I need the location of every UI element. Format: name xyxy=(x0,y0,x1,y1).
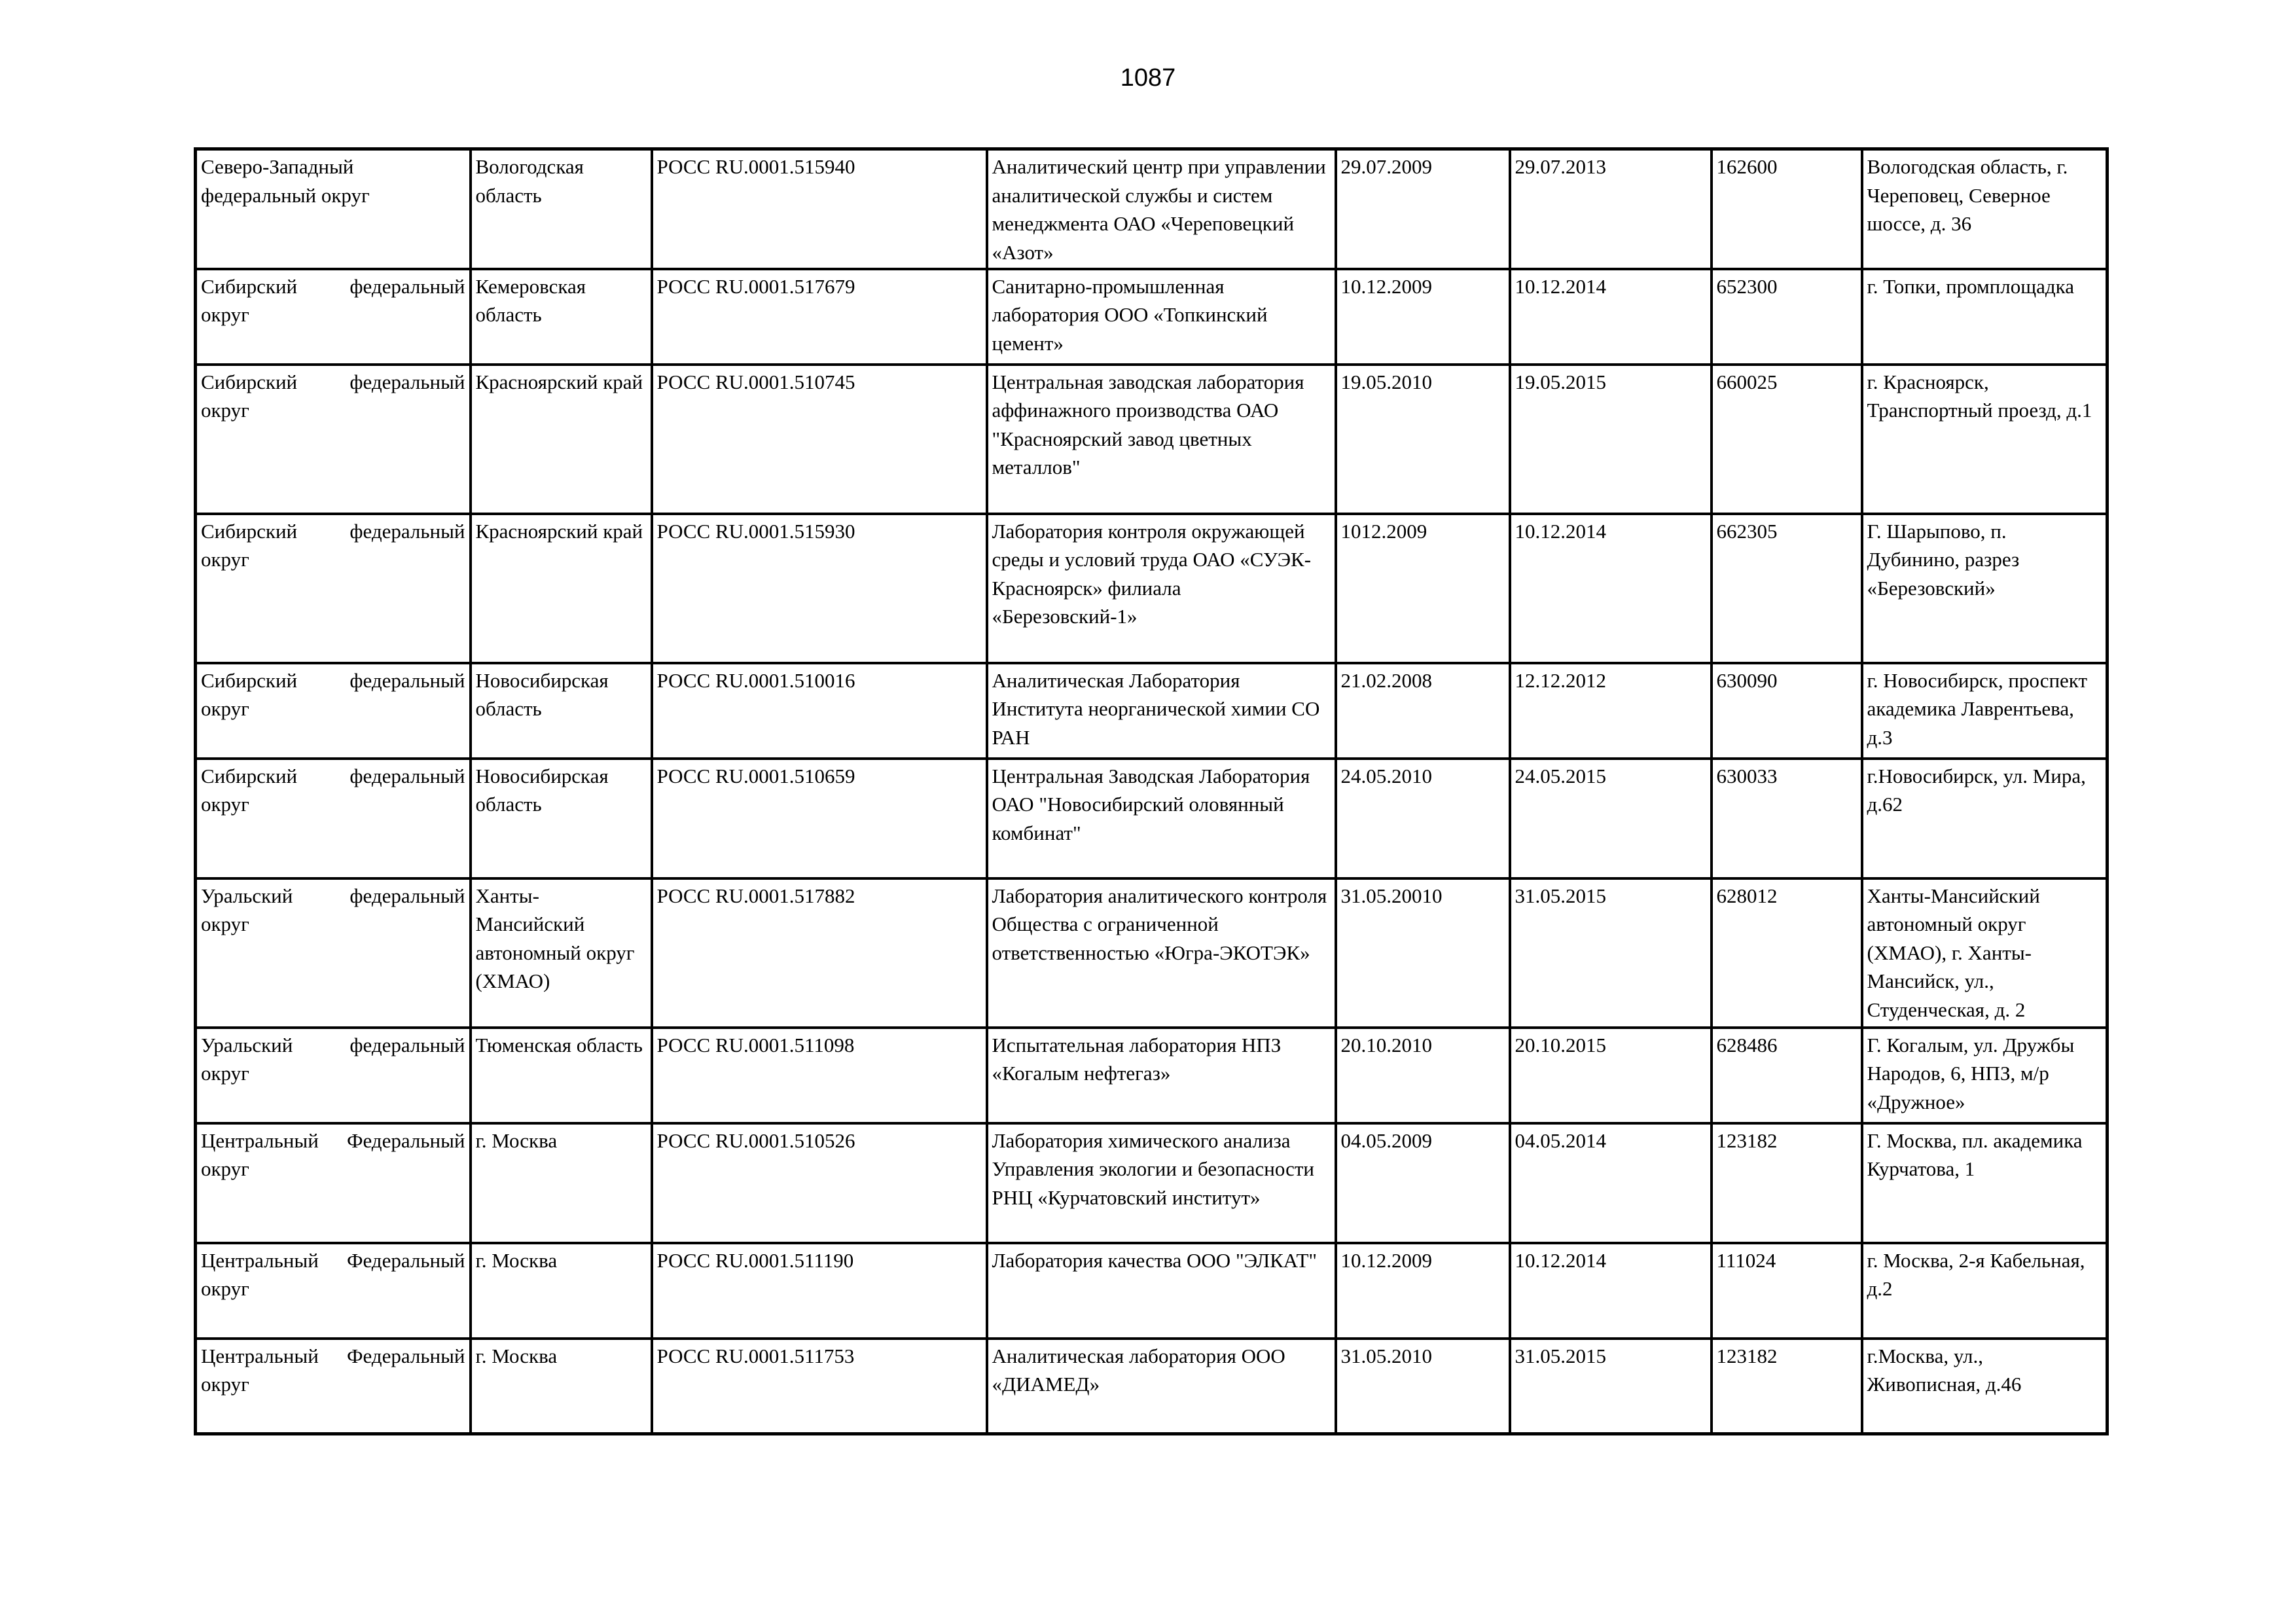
issue-date-cell: 24.05.2010 xyxy=(1336,759,1510,878)
region-cell: Ханты-Мансийский автономный округ (ХМАО) xyxy=(471,878,652,1028)
address-cell: г. Топки, промплощадка xyxy=(1862,269,2108,365)
table-row xyxy=(196,663,2108,759)
postal-index-cell: 660025 xyxy=(1712,365,1862,514)
laboratory-name-cell: Испытательная лаборатория НПЗ «Когалым нефтегаз» xyxy=(987,1028,1336,1123)
address-cell: Г. Шарыпово, п. Дубинино, разрез «Березовский» xyxy=(1862,514,2108,663)
postal-index-cell: 662305 xyxy=(1712,514,1862,663)
certificate-number-cell: РОСС RU.0001.515930 xyxy=(652,514,987,663)
postal-index-cell: 123182 xyxy=(1712,1123,1862,1243)
certificate-number-cell: РОСС RU.0001.517882 xyxy=(652,878,987,1028)
address-cell: г.Москва, ул., Живописная, д.46 xyxy=(1862,1339,2108,1434)
laboratory-name-cell: Аналитическая Лаборатория Института неорганической химии СО РАН xyxy=(987,663,1336,759)
table-row xyxy=(196,1339,2108,1434)
laboratory-name-cell: Лаборатория качества ООО "ЭЛКАТ" xyxy=(987,1243,1336,1339)
region-cell: Новосибирская область xyxy=(471,759,652,878)
district-cell: Сибирский федеральный округ xyxy=(196,759,471,878)
certificate-number-cell: РОСС RU.0001.511098 xyxy=(652,1028,987,1123)
issue-date-cell: 31.05.20010 xyxy=(1336,878,1510,1028)
district-cell: Сибирский федеральный округ xyxy=(196,365,471,514)
address-cell: Ханты-Мансийский автономный округ (ХМАО), г. Ханты-Мансийск, ул., Студенческая, д. 2 xyxy=(1862,878,2108,1028)
district-cell: Сибирский федеральный округ xyxy=(196,269,471,365)
postal-index-cell: 628486 xyxy=(1712,1028,1862,1123)
table-row xyxy=(196,365,2108,514)
expiry-date-cell: 31.05.2015 xyxy=(1510,878,1712,1028)
address-cell: г. Москва, 2-я Кабельная, д.2 xyxy=(1862,1243,2108,1339)
district-cell: Центральный Федеральный округ xyxy=(196,1243,471,1339)
laboratory-registry-table xyxy=(194,147,2109,1435)
expiry-date-cell: 10.12.2014 xyxy=(1510,514,1712,663)
district-cell: Сибирский федеральный округ xyxy=(196,663,471,759)
certificate-number-cell: РОСС RU.0001.511190 xyxy=(652,1243,987,1339)
region-cell: Вологодская область xyxy=(471,149,652,269)
district-cell: Сибирский федеральный округ xyxy=(196,514,471,663)
expiry-date-cell: 12.12.2012 xyxy=(1510,663,1712,759)
certificate-number-cell: РОСС RU.0001.511753 xyxy=(652,1339,987,1434)
region-cell: г. Москва xyxy=(471,1243,652,1339)
region-cell: г. Москва xyxy=(471,1339,652,1434)
issue-date-cell: 31.05.2010 xyxy=(1336,1339,1510,1434)
laboratory-name-cell: Лаборатория аналитического контроля Общества с ограниченной ответственностью «Югра-ЭКОТЭК» xyxy=(987,878,1336,1028)
address-cell: г. Новосибирск, проспект академика Лаврентьева, д.3 xyxy=(1862,663,2108,759)
postal-index-cell: 123182 xyxy=(1712,1339,1862,1434)
postal-index-cell: 630090 xyxy=(1712,663,1862,759)
table-row xyxy=(196,759,2108,878)
address-cell: Вологодская область, г. Череповец, Северное шоссе, д. 36 xyxy=(1862,149,2108,269)
table-row xyxy=(196,878,2108,1028)
laboratory-name-cell: Лаборатория контроля окружающей среды и условий труда ОАО «СУЭК-Красноярск» филиала «Березовский-1» xyxy=(987,514,1336,663)
district-cell: Уральский федеральный округ xyxy=(196,1028,471,1123)
table-row xyxy=(196,1028,2108,1123)
district-cell: Центральный Федеральный округ xyxy=(196,1123,471,1243)
expiry-date-cell: 20.10.2015 xyxy=(1510,1028,1712,1123)
laboratory-name-cell: Санитарно-промышленная лаборатория ООО «Топкинский цемент» xyxy=(987,269,1336,365)
issue-date-cell: 1012.2009 xyxy=(1336,514,1510,663)
certificate-number-cell: РОСС RU.0001.517679 xyxy=(652,269,987,365)
laboratory-name-cell: Аналитическая лаборатория ООО «ДИАМЕД» xyxy=(987,1339,1336,1434)
certificate-number-cell: РОСС RU.0001.510659 xyxy=(652,759,987,878)
expiry-date-cell: 10.12.2014 xyxy=(1510,1243,1712,1339)
table-row xyxy=(196,149,2108,269)
expiry-date-cell: 10.12.2014 xyxy=(1510,269,1712,365)
page-number: 1087 xyxy=(1120,64,1176,92)
issue-date-cell: 29.07.2009 xyxy=(1336,149,1510,269)
laboratory-name-cell: Центральная Заводская Лаборатория ОАО "Новосибирский оловянный комбинат" xyxy=(987,759,1336,878)
table-row xyxy=(196,1123,2108,1243)
address-cell: Г. Москва, пл. академика Курчатова, 1 xyxy=(1862,1123,2108,1243)
expiry-date-cell: 29.07.2013 xyxy=(1510,149,1712,269)
postal-index-cell: 652300 xyxy=(1712,269,1862,365)
expiry-date-cell: 04.05.2014 xyxy=(1510,1123,1712,1243)
certificate-number-cell: РОСС RU.0001.510745 xyxy=(652,365,987,514)
issue-date-cell: 19.05.2010 xyxy=(1336,365,1510,514)
district-cell: Центральный Федеральный округ xyxy=(196,1339,471,1434)
address-cell: г.Новосибирск, ул. Мира, д.62 xyxy=(1862,759,2108,878)
address-cell: Г. Когалым, ул. Дружбы Народов, 6, НПЗ, м/р «Дружное» xyxy=(1862,1028,2108,1123)
region-cell: Новосибирская область xyxy=(471,663,652,759)
certificate-number-cell: РОСС RU.0001.510526 xyxy=(652,1123,987,1243)
issue-date-cell: 20.10.2010 xyxy=(1336,1028,1510,1123)
table-row xyxy=(196,1243,2108,1339)
certificate-number-cell: РОСС RU.0001.510016 xyxy=(652,663,987,759)
expiry-date-cell: 19.05.2015 xyxy=(1510,365,1712,514)
postal-index-cell: 162600 xyxy=(1712,149,1862,269)
postal-index-cell: 630033 xyxy=(1712,759,1862,878)
region-cell: Кемеровская область xyxy=(471,269,652,365)
table-row xyxy=(196,269,2108,365)
laboratory-name-cell: Лаборатория химического анализа Управления экологии и безопасности РНЦ «Курчатовский институт» xyxy=(987,1123,1336,1243)
postal-index-cell: 628012 xyxy=(1712,878,1862,1028)
postal-index-cell: 111024 xyxy=(1712,1243,1862,1339)
laboratory-name-cell: Центральная заводская лаборатория аффинажного производства ОАО "Красноярский завод цветных металлов" xyxy=(987,365,1336,514)
district-cell: Уральский федеральный округ xyxy=(196,878,471,1028)
district-cell: Северо-Западный федеральный округ xyxy=(196,149,471,269)
laboratory-name-cell: Аналитический центр при управлении аналитической службы и систем менеджмента ОАО «Череповецкий «Азот» xyxy=(987,149,1336,269)
issue-date-cell: 04.05.2009 xyxy=(1336,1123,1510,1243)
region-cell: г. Москва xyxy=(471,1123,652,1243)
table-row xyxy=(196,514,2108,663)
region-cell: Красноярский край xyxy=(471,514,652,663)
issue-date-cell: 10.12.2009 xyxy=(1336,269,1510,365)
issue-date-cell: 21.02.2008 xyxy=(1336,663,1510,759)
address-cell: г. Красноярск, Транспортный проезд, д.1 xyxy=(1862,365,2108,514)
region-cell: Тюменская область xyxy=(471,1028,652,1123)
certificate-number-cell: РОСС RU.0001.515940 xyxy=(652,149,987,269)
region-cell: Красноярский край xyxy=(471,365,652,514)
issue-date-cell: 10.12.2009 xyxy=(1336,1243,1510,1339)
expiry-date-cell: 24.05.2015 xyxy=(1510,759,1712,878)
expiry-date-cell: 31.05.2015 xyxy=(1510,1339,1712,1434)
